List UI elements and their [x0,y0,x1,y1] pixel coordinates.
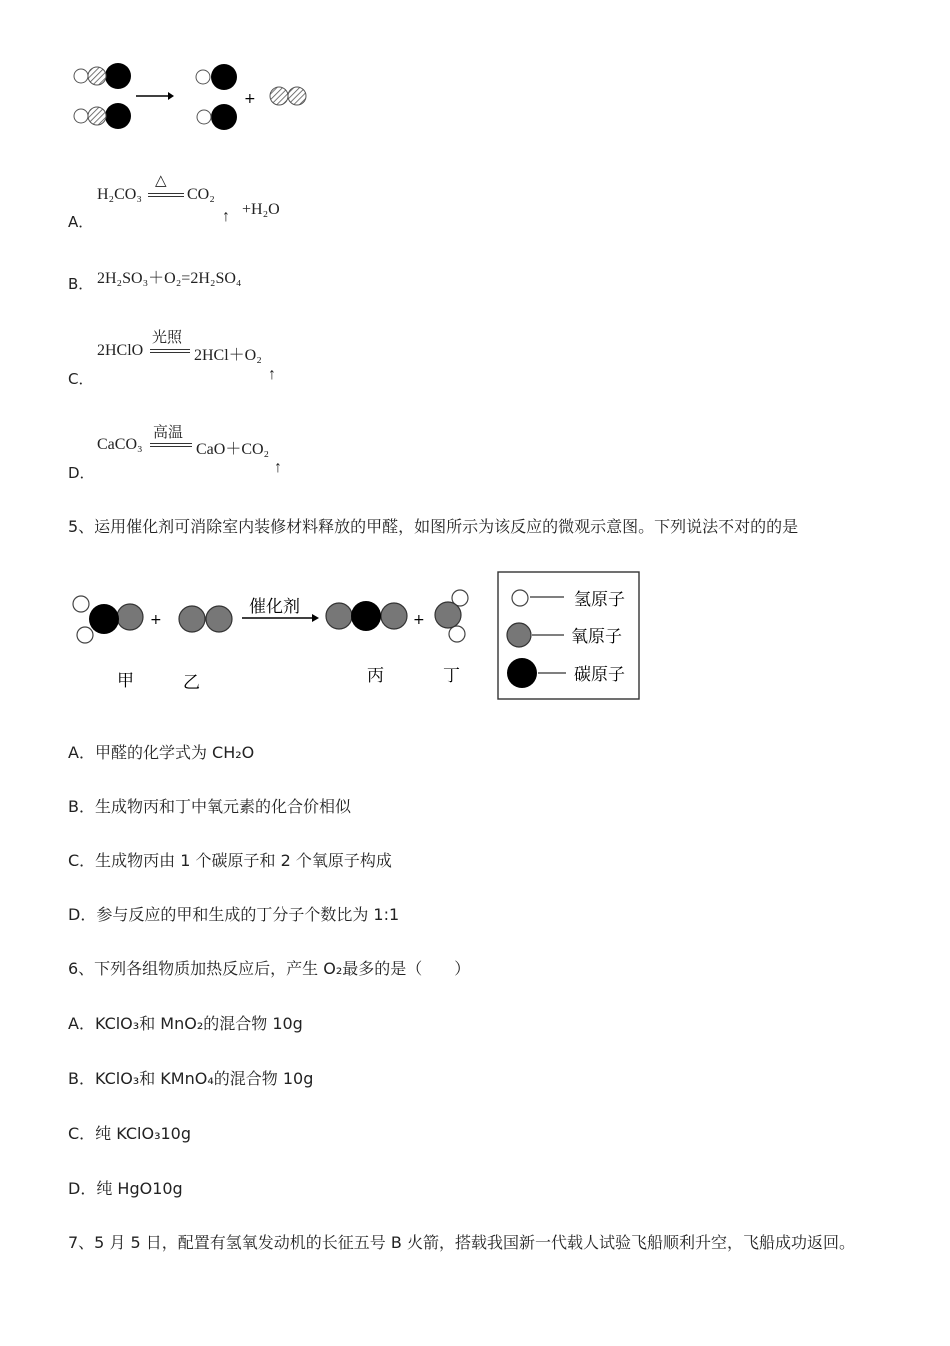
plus-sign: + [244,91,256,107]
q6-option-c: C．纯 KClO₃10g [68,1124,192,1143]
option-c-equals [150,349,190,353]
option-a-tail: +H₂O [242,201,280,218]
label-yi: 乙 [183,673,200,693]
label-ding: 丁 [443,666,460,686]
top-reaction-diagram [60,55,330,145]
option-c-up-arrow: ↑ [268,366,276,383]
question-5-stem: 5、运用催化剂可消除室内装修材料释放的甲醛，如图所示为该反应的微观示意图。下列说法不对的的是 [68,517,799,536]
q5-option-b: B．生成物丙和丁中氧元素的化合价相似 [68,797,351,816]
reaction-arrow [136,92,174,100]
catalyst-label: 催化剂 [249,597,300,617]
option-a-up-arrow: ↑ [222,208,230,225]
q5-option-c: C．生成物丙由 1 个碳原子和 2 个氧原子构成 [68,851,392,870]
q5-option-a: A．甲醛的化学式为 CH₂O [68,743,255,762]
plus-sign-2: + [413,612,425,628]
legend-oxygen-swatch [507,623,531,647]
option-d-equals [150,443,192,447]
option-a-equals [148,193,184,197]
option-a-condition: △ [155,173,167,189]
question-6-stem: 6、下列各组物质加热反应后，产生 O₂最多的是（ ） [68,959,471,978]
option-d-lhs: CaCO₃ [97,436,143,453]
option-c-label: C． [68,370,94,388]
legend-hydrogen: 氢原子 [574,590,625,610]
option-a-label: A． [68,213,94,231]
option-b-label: B． [68,275,94,293]
q5-reaction-diagram [68,568,648,703]
option-a-rhs: CO₂ [187,186,215,203]
option-c-condition: 光照 [152,330,183,346]
product-molecule [196,64,237,90]
molecule-jia [73,596,143,643]
label-jia: 甲 [117,671,134,691]
product-molecule [270,87,306,105]
product-molecule [197,104,237,130]
molecule-yi [179,606,232,632]
q6-option-b: B．KClO₃和 KMnO₄的混合物 10g [68,1069,314,1088]
plus-sign-1: + [150,612,162,628]
reactant-molecule [74,63,131,89]
option-c-lhs: 2HClO [97,342,144,359]
legend-carbon-swatch [507,658,537,688]
option-a-lhs: H₂CO₃ [97,186,142,203]
option-d-up-arrow: ↑ [274,459,282,476]
legend-box [498,572,639,699]
question-7-stem: 7、5 月 5 日，配置有氢氧发动机的长征五号 B 火箭，搭载我国新一代载人试验飞船顺利升空，飞船成功返回。 [68,1233,855,1252]
option-d-label: D． [68,464,95,482]
option-c-rhs: 2HCl＋O₂ [194,347,262,364]
legend-oxygen: 氧原子 [571,627,622,647]
reactant-molecule [74,103,131,129]
q5-option-d: D．参与反应的甲和生成的丁分子个数比为 1:1 [68,905,400,924]
option-b-equation: 2H₂SO₃＋O₂=2H₂SO₄ [97,270,242,287]
legend-hydrogen-swatch [512,590,528,606]
legend-carbon: 碳原子 [574,665,625,685]
label-bing: 丙 [367,666,384,686]
option-d-rhs: CaO＋CO₂ [196,441,270,458]
molecule-ding [435,590,468,642]
q6-option-a: A．KClO₃和 MnO₂的混合物 10g [68,1014,303,1033]
molecule-bing [326,601,407,631]
option-d-condition: 高温 [153,425,184,441]
q6-option-d: D．纯 HgO10g [68,1179,183,1198]
